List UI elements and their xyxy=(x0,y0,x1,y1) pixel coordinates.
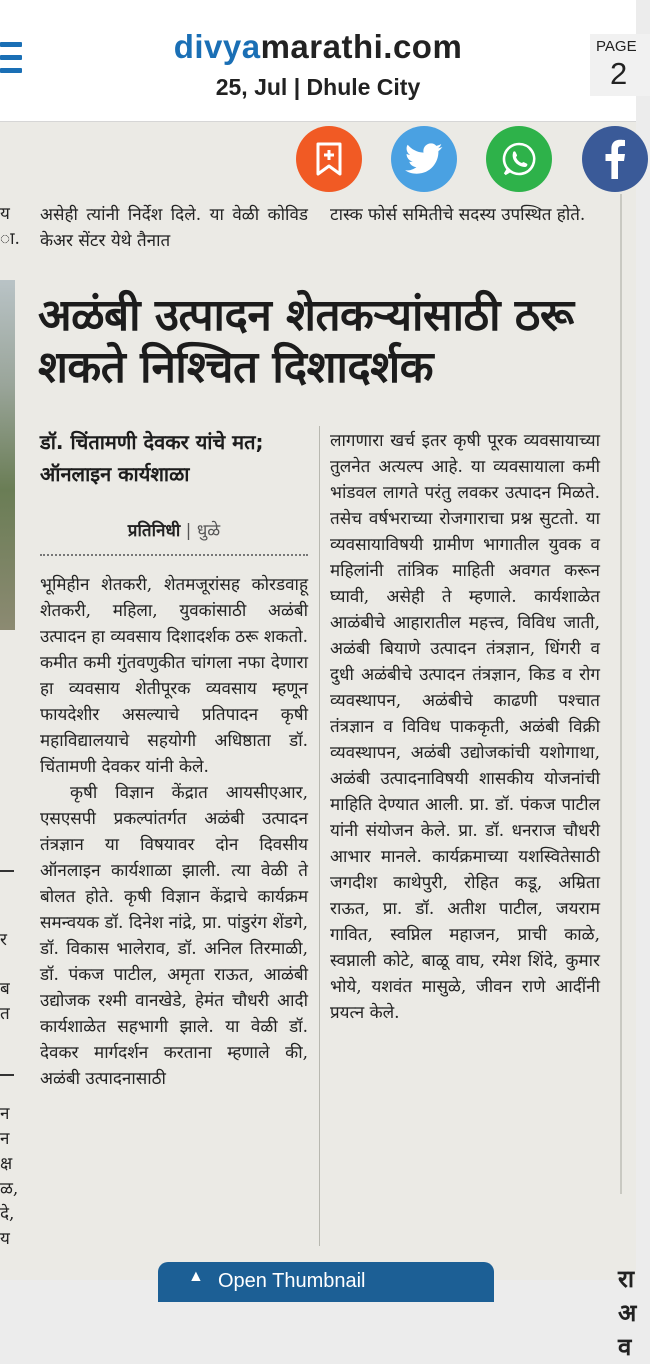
prev-article-col1: असेही त्यांनी निर्देश दिले. या वेळी कोविड केअर सेंटर येथे तैनात xyxy=(40,205,308,251)
byline-author: प्रतिनिधी xyxy=(127,521,181,541)
page-label: PAGE xyxy=(596,38,637,55)
edge-fragment: र xyxy=(0,930,7,950)
edge-fragment: अ xyxy=(618,1299,637,1327)
column-divider xyxy=(319,426,320,1246)
article-paragraph-1: भूमिहीन शेतकरी, शेतमजूरांसह कोरडवाहू शेतकरी, महिला, युवकांसाठी अळंबी उत्पादन हा व्यवसाय दिशादर्शक ठरू शकतो. कमीत कमी गुंतवणुकीत चांगला नफा देणारा हा व्यवसाय शेतीपूरक व्यवसाय म्हणून फायदेशीर असल्याचे प्रतिपादन कृषी महाविद्यालयाचे सहयोगी अधिष्ठाता डॉ. चिंतामणी देवकर यांनी केले. xyxy=(40,575,308,777)
edge-fragment: य xyxy=(0,1229,10,1249)
edge-fragment: क्ष xyxy=(0,1154,13,1174)
edge-fragment: व xyxy=(618,1333,632,1361)
left-edge-text-mid xyxy=(0,928,22,1027)
brand-part-1: divya xyxy=(173,28,261,65)
edge-fragment: ळ, xyxy=(0,1179,19,1199)
byline-city: धुळे xyxy=(196,521,221,541)
left-edge-text-top xyxy=(0,202,22,252)
article-subhead: डॉ. चिंतामणी देवकर यांचे मत; ऑनलाइन कार्यशाळा xyxy=(40,430,264,486)
byline-rule xyxy=(40,554,308,556)
right-edge-text xyxy=(618,1262,638,1364)
edge-fragment: न xyxy=(0,1129,10,1149)
edge-fragment: त xyxy=(0,1004,10,1024)
chevron-up-icon: ▲ xyxy=(188,1268,204,1285)
divider xyxy=(0,1074,14,1076)
twitter-share-button[interactable] xyxy=(391,126,457,192)
edge-fragment: रा xyxy=(618,1265,635,1293)
edge-fragment: न xyxy=(0,1104,10,1124)
prev-article-col2: टास्क फोर्स समितीचे सदस्य उपस्थित होते. xyxy=(330,205,586,225)
divider xyxy=(0,870,14,872)
whatsapp-share-button[interactable] xyxy=(486,126,552,192)
whatsapp-icon xyxy=(500,140,538,178)
site-logo[interactable] xyxy=(0,28,636,66)
twitter-icon xyxy=(405,143,443,175)
edge-fragment: ब xyxy=(0,979,10,999)
byline-separator: | xyxy=(185,521,192,541)
article-headline: अळंबी उत्पादन शेतकऱ्यांसाठी ठरू शकते निश्चित दिशादर्शक xyxy=(38,290,574,393)
article-paragraph-2: कृषी विज्ञान केंद्रात आयसीएआर, एसएसपी प्रकल्पांतर्गत अळंबी उत्पादन तंत्रज्ञान या विषयावर दोन दिवसीय ऑनलाइन कार्यशाळा झाली. त्या वेळी ते बोलत होते. कृषी विज्ञान केंद्राचे कार्यक्रम समन्वयक डॉ. दिनेश नांद्रे, प्रा. पांडुरंग शेंडगे, डॉ. विकास भालेराव, डॉ. अनिल तिरमाळी, डॉ. पंकज पाटील, अमृता राऊत, आळंबी उद्योजक रश्मी वानखेडे, हेमंत चौधरी आदी कार्यशाळेत सहभागी झाले. या वेळी डॉ. देवकर मार्गदर्शन करताना म्हणाले की, अळंबी उत्पादनासाठी xyxy=(40,783,308,1089)
page-selector[interactable] xyxy=(590,34,650,96)
edition-dateline[interactable]: 25, Jul | Dhule City xyxy=(215,74,421,100)
edge-fragment: य xyxy=(0,204,10,224)
page-number: 2 xyxy=(610,56,628,91)
edge-fragment: ा. xyxy=(0,229,20,249)
edge-fragment: दे, xyxy=(0,1204,15,1224)
open-thumbnail-label: Open Thumbnail xyxy=(218,1270,366,1292)
bookmark-icon xyxy=(314,142,344,176)
article-col2: लागणारा खर्च इतर कृषी पूरक व्यवसायाच्या तुलनेत अत्यल्प आहे. या व्यवसायाला कमी भांडवल लागते परंतु लवकर उत्पादन मिळते. तसेच वर्षभराच्या रोजगाराचा प्रश्न सुटतो. या व्यवसायाविषयी ग्रामीण भागातील युवक व महिलांनी तांत्रिक माहिती अवगत करून घ्यावी, असेही ते म्हणाले. कार्यशाळेत आळंबीचे आहारातील महत्त्व, विविध जाती, अळंबी बियाणे उत्पादन तंत्रज्ञान, धिंगरी व दुधी अळंबीचे उत्पादन तंत्रज्ञान, किड व रोग व्यवस्थापन, अळंबीचे काढणी पश्चात तंत्रज्ञान व विविध पाककृती, अळंबी विक्री व्यवस्थापन, अळंबी उद्योजकांची यशोगाथा, अळंबी उत्पादनाविषयी शासकीय योजनांची माहिति देण्यात आली. प्रा. डॉ. पंकज पाटील यांनी संयोजन केले. प्रा. डॉ. धनराज चौधरी आभार मानले. कार्यक्रमाच्या यशस्वितेसाठी जगदीश काथेपुरी, रोहित कडू, अम्रिता राऊत, प्रा. डॉ. अतीश पाटील, जयराम गावित, स्वप्निल महाजन, प्राची काळे, स्वप्नाली कोटे, बाळू वाघ, रमेश शिंदे, कुमार भोये, यशवंत मासुळे, जीवन राणे आदींनी प्रयत्न केले. xyxy=(330,431,600,1023)
bookmark-button[interactable] xyxy=(296,126,362,192)
left-edge-text-low xyxy=(0,1102,22,1252)
page-edge xyxy=(620,194,622,1194)
cropped-photo xyxy=(0,280,15,630)
open-thumbnail-button[interactable] xyxy=(158,1262,494,1302)
article-col1 xyxy=(40,572,308,1092)
facebook-icon xyxy=(604,139,626,179)
brand-part-2: marathi.com xyxy=(260,28,463,65)
facebook-share-button[interactable] xyxy=(582,126,648,192)
article-byline xyxy=(40,518,308,541)
app-header xyxy=(0,0,636,122)
